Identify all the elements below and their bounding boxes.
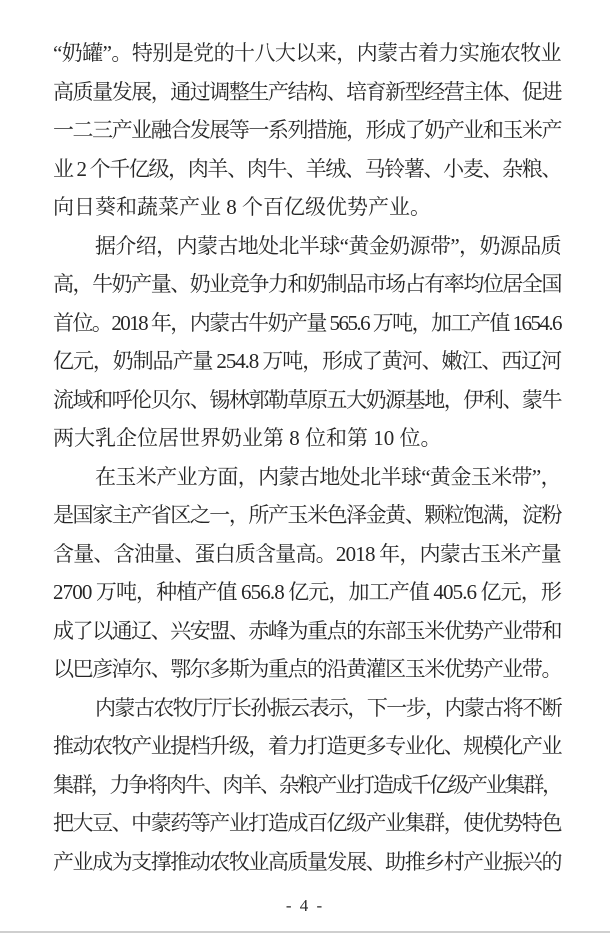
text-line xyxy=(53,34,561,73)
text-line-content: 产业成为支撑推动农牧业高质量发展、助推乡村产业振兴的 xyxy=(53,849,561,874)
text-line xyxy=(53,650,561,689)
text-line-content: 高，牛奶产量、奶业竞争力和奶制品市场占有率均位居全国 xyxy=(53,272,561,296)
text-line xyxy=(53,535,561,574)
text-line-content: 亿元，奶制品产量 254.8 万吨，形成了黄河、嫩江、西辽河 xyxy=(53,349,561,373)
text-line xyxy=(53,766,561,805)
document-body xyxy=(53,34,561,881)
text-line xyxy=(53,265,561,304)
text-line-content: 两大乳企位居世界奶业第 8 位和第 10 位。 xyxy=(53,426,442,450)
text-line-content: 首位。2018 年，内蒙古牛奶产量 565.6 万吨，加工产值 1654.6 xyxy=(53,310,561,335)
text-line xyxy=(53,111,561,150)
text-line xyxy=(53,419,561,458)
text-line xyxy=(53,304,561,343)
text-line xyxy=(53,188,561,227)
text-line-content: 向日葵和蔬菜产业 8 个百亿级优势产业。 xyxy=(53,195,431,219)
text-line xyxy=(53,73,561,112)
page-number: - 4 - xyxy=(285,896,325,915)
text-line xyxy=(53,612,561,651)
text-line xyxy=(53,804,561,843)
text-line xyxy=(53,727,561,766)
text-line-content: 推动农牧产业提档升级，着力打造更多专业化、规模化产业 xyxy=(53,734,561,758)
text-line-content: “奶罐”。特别是党的十八大以来，内蒙古着力实施农牧业 xyxy=(53,41,561,65)
text-line-content: 一二三产业融合发展等一系列措施，形成了奶产业和玉米产 xyxy=(53,118,561,142)
text-line-content: 流域和呼伦贝尔、锡林郭勒草原五大奶源基地，伊利、蒙牛 xyxy=(53,387,561,412)
text-line xyxy=(53,342,561,381)
text-line-content: 以巴彦淖尔、鄂尔多斯为重点的沿黄灌区玉米优势产业带。 xyxy=(53,657,561,681)
text-line-content: 把大豆、中蒙药等产业打造成百亿级产业集群，使优势特色 xyxy=(53,811,561,835)
text-line-content: 据介绍，内蒙古地处北半球“黄金奶源带”，奶源品质 xyxy=(95,233,561,258)
text-line xyxy=(53,227,561,266)
text-line-content: 内蒙古农牧厅厅长孙振云表示，下一步，内蒙古将不断 xyxy=(95,695,561,720)
text-line xyxy=(53,150,561,189)
text-line xyxy=(53,689,561,728)
text-line xyxy=(53,573,561,612)
text-line-content: 集群，力争将肉牛、肉羊、杂粮产业打造成千亿级产业集群， xyxy=(53,772,561,797)
text-line xyxy=(53,458,561,497)
text-line xyxy=(53,381,561,420)
text-line-content: 2700 万吨，种植产值 656.8 亿元，加工产值 405.6 亿元，形 xyxy=(53,580,561,604)
text-line-content: 是国家主产省区之一，所产玉米色泽金黄、颗粒饱满，淀粉 xyxy=(53,503,561,527)
text-line-content: 含量、含油量、蛋白质含量高。2018 年，内蒙古玉米产量 xyxy=(53,541,561,566)
text-line xyxy=(53,843,561,882)
text-line-content: 业 2 个千亿级，肉羊、肉牛、羊绒、马铃薯、小麦、杂粮、 xyxy=(53,156,561,181)
text-line-content: 高质量发展，通过调整生产结构、培育新型经营主体、促进 xyxy=(53,79,561,104)
text-line-content: 在玉米产业方面，内蒙古地处北半球“黄金玉米带”， xyxy=(95,464,561,489)
text-line-content: 成了以通辽、兴安盟、赤峰为重点的东部玉米优势产业带和 xyxy=(53,618,561,643)
text-line xyxy=(53,496,561,535)
